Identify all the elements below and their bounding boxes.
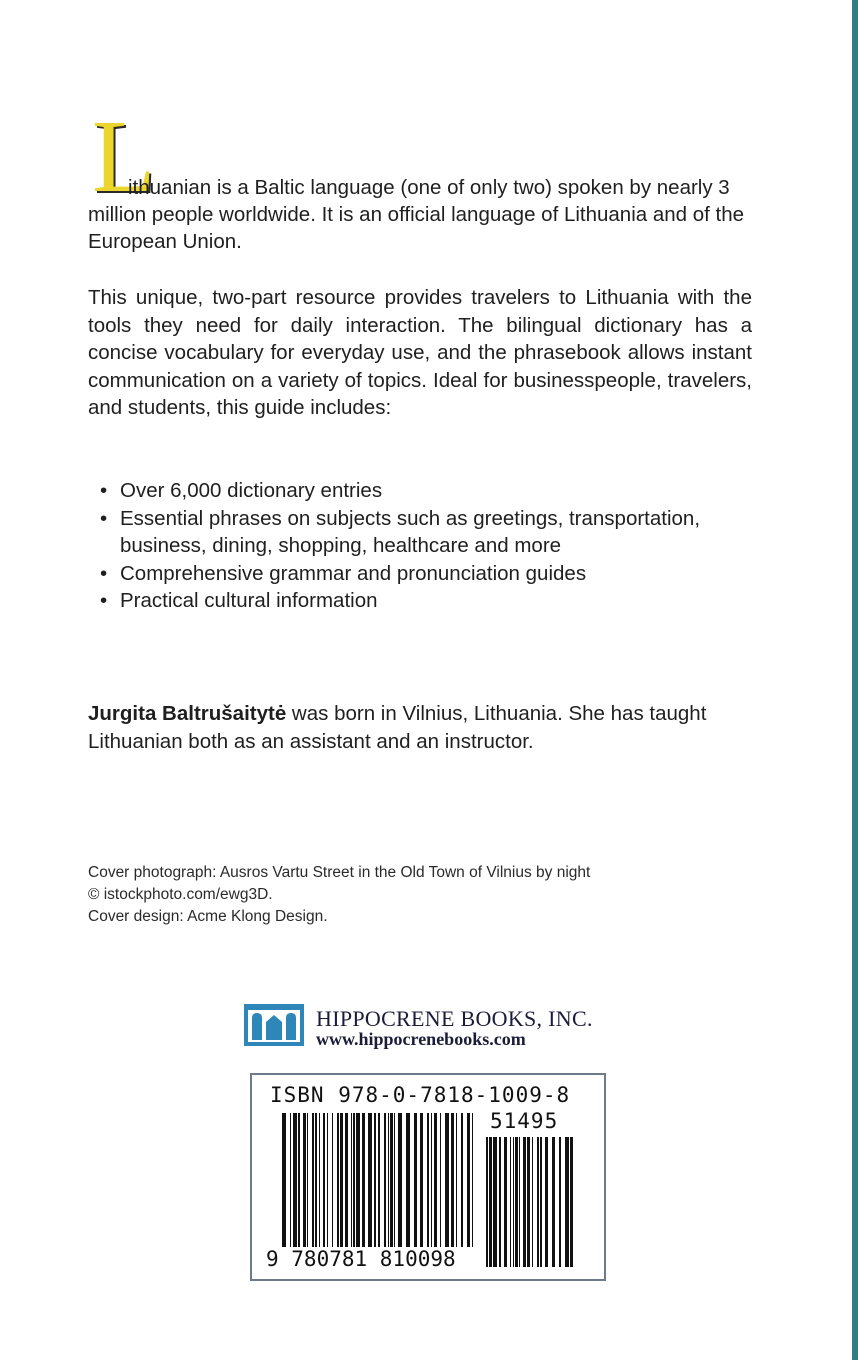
list-item-text: Practical cultural information bbox=[120, 589, 378, 612]
barcode-bar bbox=[493, 1137, 497, 1267]
barcode-bar bbox=[315, 1113, 317, 1247]
barcode-bar bbox=[545, 1137, 548, 1267]
author-name: Jurgita Baltrušaitytė bbox=[88, 702, 287, 725]
barcode-bar bbox=[434, 1113, 437, 1247]
price-code: 51495 bbox=[490, 1109, 559, 1133]
list-item bbox=[100, 505, 760, 560]
barcode-bar bbox=[362, 1113, 365, 1247]
barcode-bar bbox=[486, 1137, 488, 1267]
barcode-bar bbox=[312, 1113, 314, 1247]
barcode-bar bbox=[565, 1137, 569, 1267]
author-bio bbox=[88, 700, 768, 756]
barcode-bar bbox=[414, 1113, 417, 1247]
list-item bbox=[100, 560, 760, 588]
bullet-icon: • bbox=[100, 506, 108, 530]
list-item bbox=[100, 587, 760, 615]
barcode-bar bbox=[368, 1113, 372, 1247]
isbn-label: ISBN 978-0-7818-1009-8 bbox=[270, 1083, 571, 1107]
barcode-bar bbox=[351, 1113, 352, 1247]
list-item-text: Over 6,000 dictionary entries bbox=[120, 479, 383, 502]
spine-edge-strip bbox=[852, 0, 858, 1360]
barcode-bar bbox=[303, 1113, 306, 1247]
ean-digits: 9 780781 810098 bbox=[266, 1247, 456, 1271]
barcode-bar bbox=[467, 1113, 470, 1247]
author-bio-text: was born in Vilnius, Lithuania. She has taught Lithuanian both as an assistant and an instructor. bbox=[88, 702, 707, 753]
barcode-bar bbox=[427, 1113, 429, 1247]
barcode-bar bbox=[461, 1113, 463, 1247]
barcode-bar bbox=[388, 1113, 389, 1247]
barcode-bar bbox=[353, 1113, 355, 1247]
barcode-bar bbox=[293, 1113, 297, 1247]
intro-paragraph bbox=[88, 174, 752, 255]
barcode-bar bbox=[420, 1113, 423, 1247]
description-paragraph: This unique, two-part resource provides travelers to Lithuania with the tools they need for daily interaction. The bilingual dictionary has a concise vocabulary for everyday use, and the phrasebook allows instant communication on a variety of topics. Ideal for businesspeople, travelers, and students, this guide includes: bbox=[88, 286, 752, 419]
barcode-bar bbox=[337, 1113, 339, 1247]
credit-photo: Cover photograph: Ausros Vartu Street in the Old Town of Vilnius by night bbox=[88, 864, 591, 881]
barcode-bar bbox=[398, 1113, 402, 1247]
barcode-bar bbox=[552, 1137, 555, 1267]
cover-credits bbox=[88, 862, 708, 928]
barcode-bar bbox=[356, 1113, 360, 1247]
barcode-bar bbox=[340, 1113, 343, 1247]
barcode-bar bbox=[513, 1137, 514, 1267]
barcode-bar bbox=[527, 1137, 530, 1267]
barcode-bar bbox=[406, 1113, 410, 1247]
credit-design: Cover design: Acme Klong Design. bbox=[88, 908, 328, 925]
barcode-bar bbox=[394, 1113, 395, 1247]
barcode-bar bbox=[540, 1137, 542, 1267]
hippocrene-logo-icon bbox=[244, 1004, 304, 1048]
barcode-bar bbox=[510, 1137, 511, 1267]
barcode-bar bbox=[456, 1113, 457, 1247]
barcode-bar bbox=[374, 1113, 376, 1247]
publisher-block bbox=[244, 1004, 664, 1052]
bullet-icon: • bbox=[100, 589, 108, 612]
barcode-bar bbox=[537, 1137, 539, 1267]
barcode-bar bbox=[570, 1137, 573, 1267]
barcode-bar bbox=[332, 1113, 333, 1247]
list-item bbox=[100, 477, 760, 505]
barcode-bar bbox=[384, 1113, 386, 1247]
barcode-bar bbox=[282, 1113, 286, 1247]
barcode-bar bbox=[504, 1137, 507, 1267]
drop-cap-letter: L bbox=[92, 99, 156, 214]
barcode-bar bbox=[390, 1113, 393, 1247]
feature-list bbox=[100, 477, 760, 615]
barcode-bar bbox=[345, 1113, 348, 1247]
barcode-bar bbox=[319, 1113, 320, 1247]
barcode-bar bbox=[559, 1137, 561, 1267]
barcode-bar bbox=[298, 1113, 300, 1247]
barcode-bar bbox=[378, 1113, 380, 1247]
isbn-barcode bbox=[250, 1073, 606, 1281]
barcode-bar bbox=[519, 1137, 520, 1267]
list-item-text: Essential phrases on subjects such as greetings, transportation, business, dining, shopping, healthcare and more bbox=[120, 506, 701, 557]
barcode-bar bbox=[499, 1137, 501, 1267]
list-item-text: Comprehensive grammar and pronunciation guides bbox=[120, 561, 587, 585]
barcode-bar bbox=[323, 1113, 325, 1247]
bullet-icon: • bbox=[100, 561, 108, 585]
intro-text: ithuanian is a Baltic language (one of only two) spoken by nearly 3 million people worldwide. It is an official language of Lithuania and of the European Union. bbox=[88, 176, 745, 253]
barcode-bar bbox=[451, 1113, 454, 1247]
barcode-bar bbox=[489, 1137, 492, 1267]
barcode-bar bbox=[327, 1113, 328, 1247]
barcode-bar bbox=[440, 1113, 441, 1247]
barcode-bar bbox=[515, 1137, 518, 1267]
barcode-bar bbox=[307, 1113, 308, 1247]
bullet-icon: • bbox=[100, 479, 108, 502]
barcode-bar bbox=[445, 1113, 449, 1247]
barcode-bar bbox=[523, 1137, 526, 1267]
barcode-bar bbox=[532, 1137, 533, 1267]
barcode-bar bbox=[472, 1113, 473, 1247]
publisher-name: HIPPOCRENE BOOKS, INC. bbox=[316, 1006, 593, 1031]
barcode-bar bbox=[431, 1113, 432, 1247]
publisher-url: www.hippocrenebooks.com bbox=[316, 1029, 526, 1049]
barcode-bar bbox=[290, 1113, 291, 1247]
credit-copyright: © istockphoto.com/ewg3D. bbox=[88, 886, 273, 903]
